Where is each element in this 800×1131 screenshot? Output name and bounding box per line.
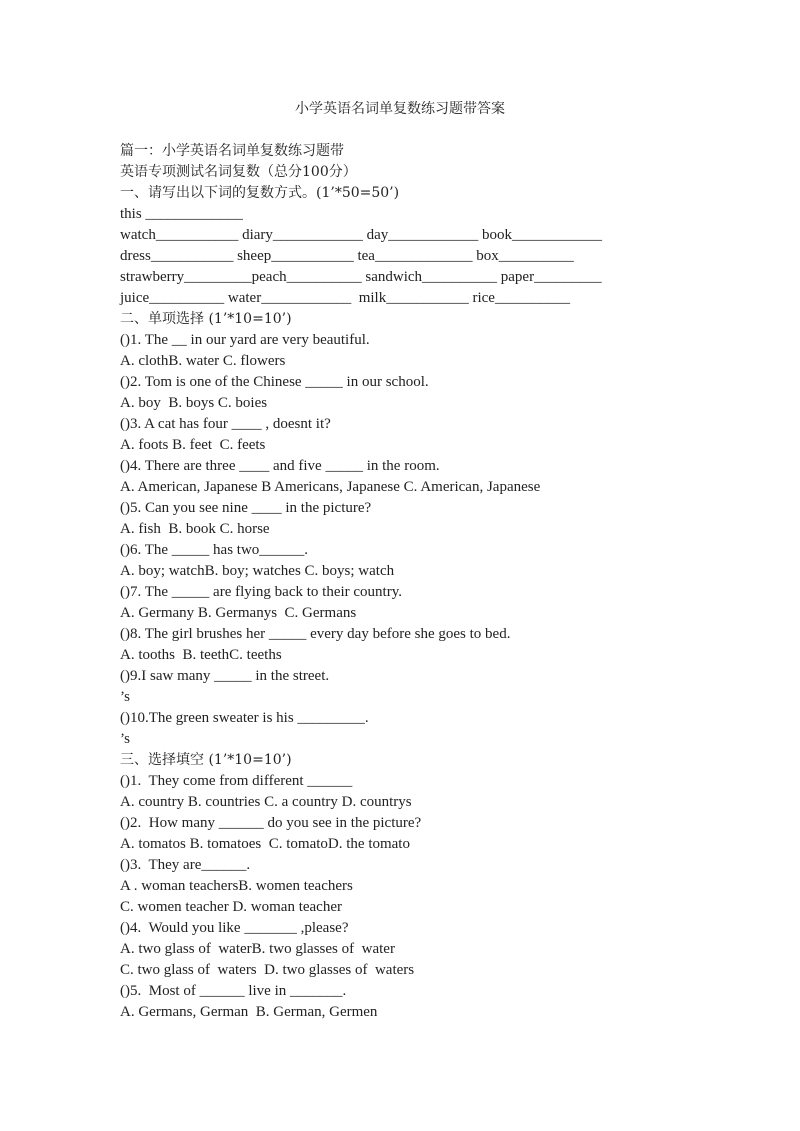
question-line: ()6. The _____ has two______. xyxy=(120,542,309,558)
options-line: ’s xyxy=(120,731,131,747)
question-line: ()7. The _____ are flying back to their country. xyxy=(120,584,402,600)
options-line: A. clothB. water C. flowers xyxy=(120,353,286,369)
word-row: watch___________ diary____________ day____________ book____________ xyxy=(120,227,603,243)
question-line: ()5. Most of ______ live in _______. xyxy=(120,983,347,999)
options-line: A. boy B. boys C. boies xyxy=(120,395,268,411)
test-subtitle: 英语专项测试名词复数（总分100分） xyxy=(120,164,357,180)
question-line: ()4. Would you like _______ ,please? xyxy=(120,920,349,936)
options-line: C. women teacher D. woman teacher xyxy=(120,899,342,915)
question-line: ()5. Can you see nine ____ in the picture? xyxy=(120,500,372,516)
options-line: A. fish B. book C. horse xyxy=(120,521,270,537)
question-line: ()1. The __ in our yard are very beautiful. xyxy=(120,332,370,348)
options-line: A. Germans, German B. German, Germen xyxy=(120,1004,378,1020)
options-line: A. tooths B. teethC. teeths xyxy=(120,647,282,663)
question-line: ()2. How many ______ do you see in the picture? xyxy=(120,815,422,831)
options-line: A. Germany B. Germanys C. Germans xyxy=(120,605,357,621)
document-body xyxy=(120,141,760,1023)
document-title: 小学英语名词单复数练习题带答案 xyxy=(295,101,505,117)
options-line: A . woman teachersB. women teachers xyxy=(120,878,353,894)
question-line: ()2. Tom is one of the Chinese _____ in our school. xyxy=(120,374,429,390)
question-line: ()9.I saw many _____ in the street. xyxy=(120,668,330,684)
word-row: strawberry_________peach__________ sandwich__________ paper_________ xyxy=(120,269,602,285)
options-line: A. two glass of waterB. two glasses of water xyxy=(120,941,395,957)
options-line: A. country B. countries C. a country D. countrys xyxy=(120,794,412,810)
question-line: ()4. There are three ____ and five _____ in the room. xyxy=(120,458,440,474)
word-row: this _____________ xyxy=(120,206,243,222)
question-line: ()10.The green sweater is his _________. xyxy=(120,710,369,726)
word-row: juice__________ water____________ milk___________ rice__________ xyxy=(120,290,570,306)
part-one-heading: 一、请写出以下词的复数方式。(1’*50=50’) xyxy=(120,185,400,201)
part-three-heading: 三、选择填空 (1’*10=10’) xyxy=(120,752,292,768)
options-line: A. boy; watchB. boy; watches C. boys; watch xyxy=(120,563,395,579)
options-line: ’s xyxy=(120,689,131,705)
question-line: ()8. The girl brushes her _____ every day before she goes to bed. xyxy=(120,626,511,642)
section-heading: 篇一：小学英语名词单复数练习题带 xyxy=(120,143,344,159)
question-line: ()3. A cat has four ____ , doesnt it? xyxy=(120,416,331,432)
question-line: ()3. They are______. xyxy=(120,857,251,873)
options-line: C. two glass of waters D. two glasses of waters xyxy=(120,962,415,978)
part-two-heading: 二、单项选择 (1’*10=10’) xyxy=(120,311,292,327)
options-line: A. foots B. feet C. feets xyxy=(120,437,266,453)
word-row: dress___________ sheep___________ tea_____________ box__________ xyxy=(120,248,574,264)
options-line: A. tomatos B. tomatoes C. tomatoD. the tomato xyxy=(120,836,410,852)
options-line: A. American, Japanese B Americans, Japanese C. American, Japanese xyxy=(120,479,541,495)
question-line: ()1. They come from different ______ xyxy=(120,773,353,789)
